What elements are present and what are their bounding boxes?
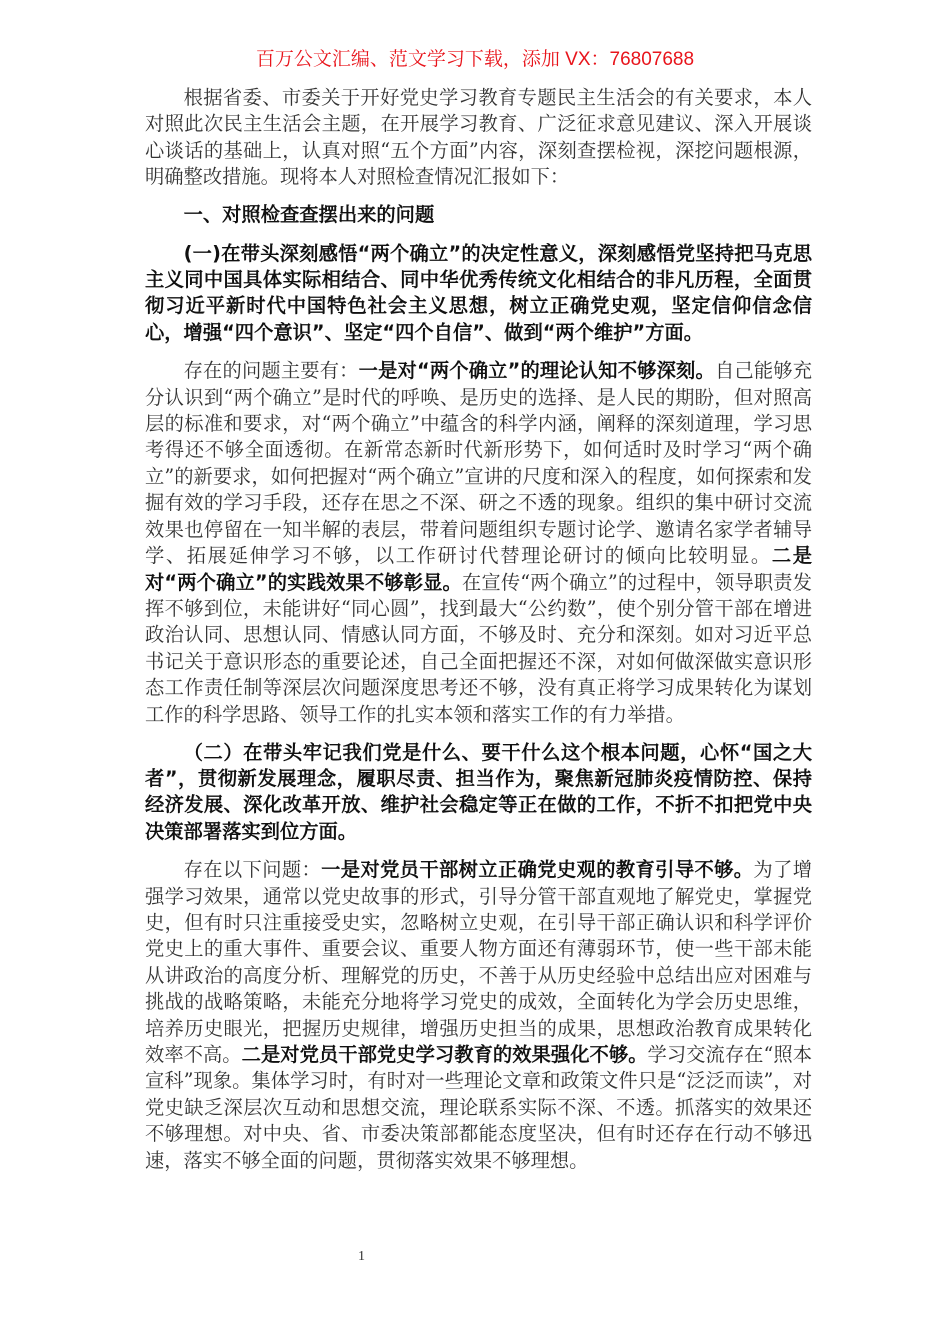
text: 在宣传“两个确立”的过程中，领导职责发挥不够到位，未能讲好“同心圆”，找到最大“公约数”，使个别分管干部在增进政治认同、思想认同、情感认同方面，不够及时、充分和深刻。如对习近平总书记关于意识形态的重要论述，自己全面把握还不深，对如何做深做实意识形态工作责任制等深层次问题深度思考还不够，没有真正将学习成果转化为谋划工作的科学思路、领导工作的扎实本领和落实工作的有力举措。: [145, 570, 813, 726]
bold-text: 二是对“两个确立”的实践效果不够彰显。: [145, 544, 813, 594]
body-paragraph: [145, 857, 812, 1174]
bold-text: (一)在带头深刻感悟“两个确立”的决定性意义，深刻感悟党坚持把马克思主义同中国具体实际相结合、同中华优秀传统文化相结合的非凡历程，全面贯彻习近平新时代中国特色社会主义思想，树立正确党史观，坚定信仰信念信心，增强“四个意识”、坚定“四个自信”、做到“两个维护”方面。: [145, 241, 812, 344]
section-heading: [145, 740, 812, 846]
body-paragraph: [145, 85, 812, 191]
text: 为了增强学习效果，通常以党史故事的形式，引导分管干部直观地了解党史，掌握党史，但有时只注重接受史实，忽略树立史观，在引导干部正确认识和科学评价党史上的重大事件、重要会议、重要人物方面还有薄弱环节，使一些干部未能从讲政治的高度分析、理解党的历史，不善于从历史经验中总结出应对困难与挑战的战略策略，未能充分地将学习党史的成效，全面转化为学会历史思维，培养历史眼光，把握历史规律，增强历史担当的成果，思想政治教育成果转化效率不高。: [145, 858, 813, 1066]
bold-text: （二）在带头牢记我们党是什么、要干什么这个根本问题，心怀“国之大者”，贯彻新发展理念，履职尽责、担当作为，聚焦新冠肺炎疫情防控、保持经济发展、深化改革开放、维护社会稳定等正在做的工作，不折不扣把党中央决策部署落实到位方面。: [145, 740, 812, 843]
text: 自己能够充分认识到“两个确立”是时代的呼唤、是历史的选择、是人民的期盼，但对照高层的标准和要求，对“两个确立”中蕴含的科学内涵，阐释的深刻道理，学习思考得还不够全面透彻。在新常态新时代新形势下，如何适时及时学习“两个确立”的新要求，如何把握对“两个确立”宣讲的尺度和深入的程度，如何探索和发掘有效的学习手段，还存在思之不深、研之不透的现象。组织的集中研讨交流效果也停留在一知半解的表层，带着问题组织专题讨论学、邀请名家学者辅导学、拓展延伸学习不够，以工作研讨代替理论研讨的倾向比较明显。: [145, 359, 813, 568]
body-paragraph: [145, 358, 812, 728]
bold-text: 二是对党员干部党史学习教育的效果强化不够。: [241, 1043, 648, 1066]
text: 根据省委、市委关于开好党史学习教育专题民主生活会的有关要求，本人对照此次民主生活会主题，在开展学习教育、广泛征求意见建议、深入开展谈心谈话的基础上，认真对照“五个方面”内容，深刻查摆检视，深挖问题根源，明确整改措施。现将本人对照检查情况汇报如下：: [145, 86, 812, 189]
section-heading: [145, 241, 812, 347]
bold-text: 一、对照检查查摆出来的问题: [183, 203, 435, 227]
text: 存在以下问题：: [183, 858, 322, 882]
watermark-header: 百万公文汇编、范文学习下载，添加 VX：76807688: [255, 49, 695, 70]
text: 存在的问题主要有：: [183, 359, 359, 383]
section-heading: [145, 202, 812, 228]
bold-text: 一是对党员干部树立正确党史观的教育引导不够。: [321, 858, 754, 882]
text: 学习交流存在“照本宣科”现象。集体学习时，有时对一些理论文章和政策文件只是“泛泛而读”，对党史缺乏深层次互动和思想交流，理论联系实际不深、不透。抓落实的效果还不够理想。对中央、省、市委决策部都能态度坚决，但有时还存在行动不够迅速，落实不够全面的问题，贯彻落实效果不够理想。: [145, 1043, 813, 1172]
page-number: 1: [358, 1249, 365, 1264]
document-body: [145, 85, 812, 1186]
bold-text: 一是对“两个确立”的理论认知不够深刻。: [358, 359, 715, 383]
